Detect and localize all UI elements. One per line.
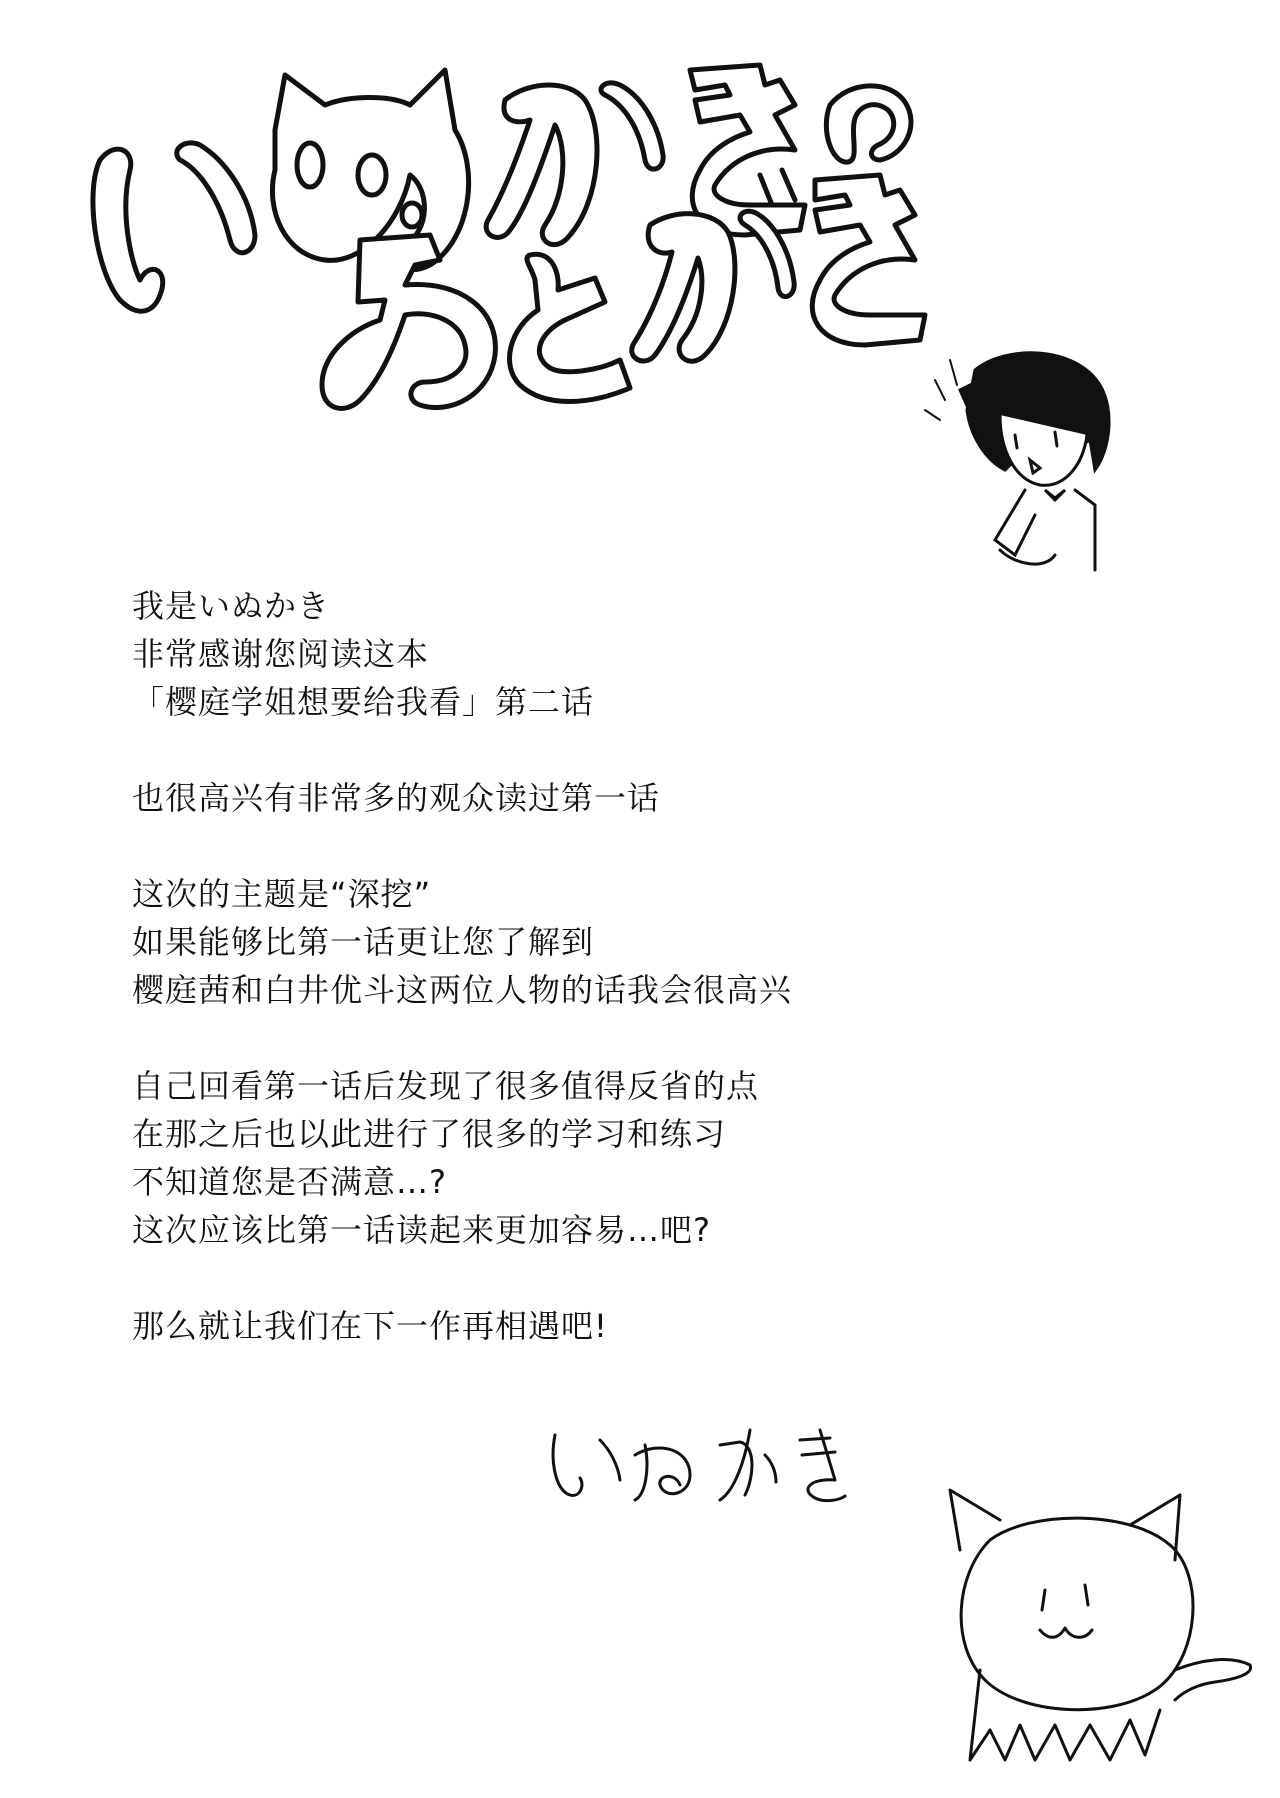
text-line: 这次应该比第一话读起来更加容易…吧?	[132, 1211, 711, 1249]
text-line: 非常感谢您阅读这本	[132, 635, 430, 673]
cat-doodle-icon	[930, 1470, 1270, 1790]
text-line: 也很高兴有非常多的观众读过第一话	[132, 779, 661, 817]
paragraph-gap	[132, 1014, 1132, 1062]
text-line: 这次的主题是“深挖”	[132, 875, 432, 913]
text-line: 樱庭茜和白井优斗这两位人物的话我会很高兴	[132, 971, 793, 1009]
text-line: 在那之后也以此进行了很多的学习和练习	[132, 1115, 727, 1153]
text-line: 如果能够比第一话更让您了解到	[132, 923, 595, 961]
chibi-author-icon	[905, 340, 1125, 580]
handwritten-signature	[540, 1400, 920, 1520]
paragraph-gap	[132, 726, 1132, 774]
paragraph-gap	[132, 822, 1132, 870]
text-line: 自己回看第一话后发现了很多值得反省的点	[132, 1067, 760, 1105]
afterword-text	[132, 582, 1132, 1350]
text-line: 那么就让我们在下一作再相遇吧!	[132, 1307, 608, 1345]
text-line: 我是いぬかき	[132, 587, 331, 625]
text-line: 「樱庭学姐想要给我看」第二话	[132, 683, 595, 721]
paragraph-gap	[132, 1254, 1132, 1302]
text-line: 不知道您是否满意…?	[132, 1163, 447, 1201]
